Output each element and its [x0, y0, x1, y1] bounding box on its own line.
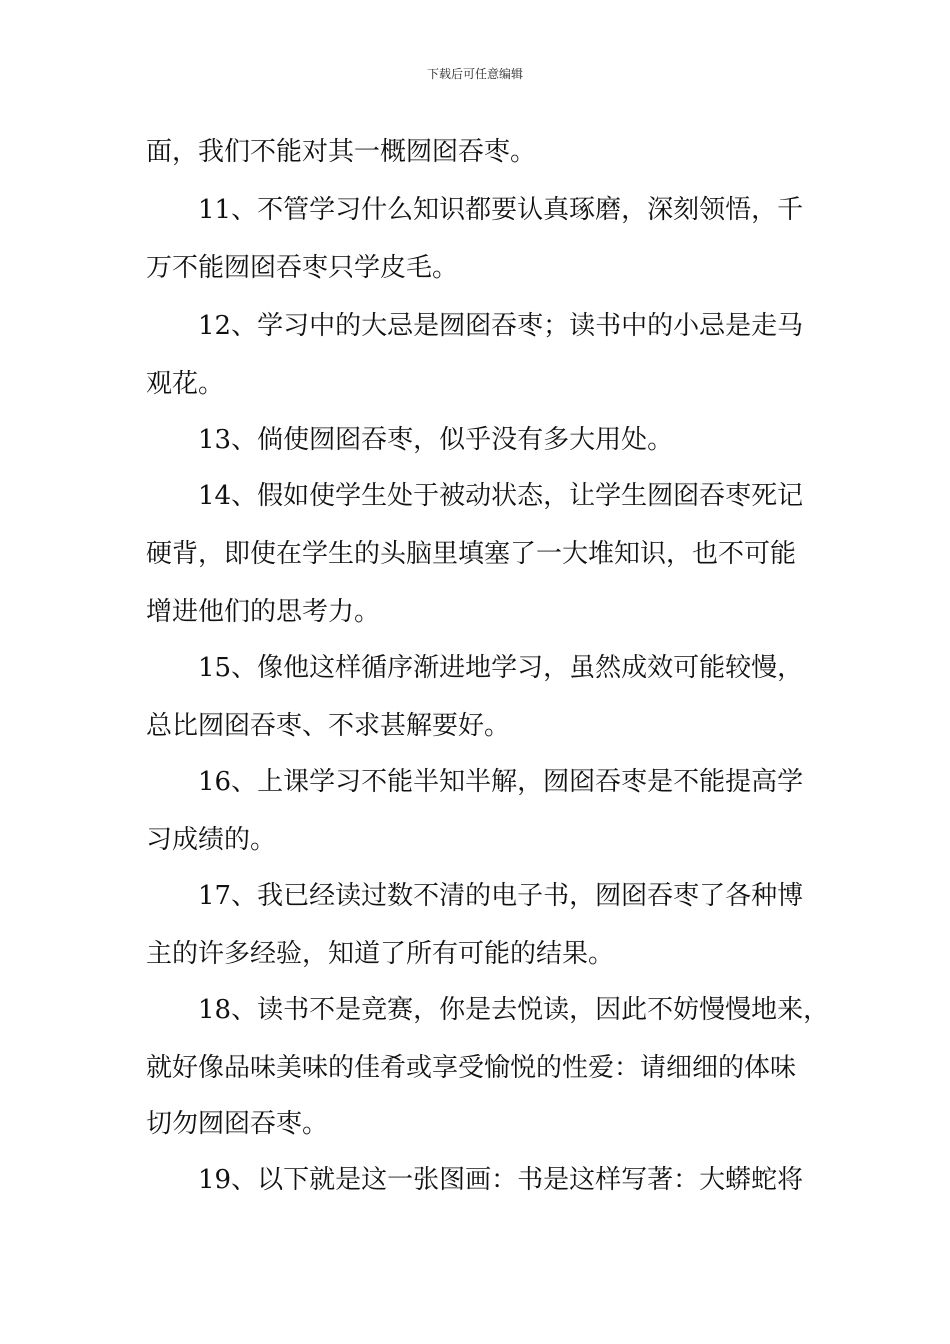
paragraph-line: 总比囫囵吞枣、不求甚解要好。	[146, 711, 511, 741]
paragraph-line: 11、不管学习什么知识都要认真琢磨，深刻领悟，千	[198, 195, 804, 225]
paragraph-line: 18、读书不是竞赛，你是去悦读，因此不妨慢慢地来，	[198, 995, 830, 1025]
paragraph-line: 习成绩的。	[146, 825, 277, 855]
paragraph-line: 主的许多经验，知道了所有可能的结果。	[146, 939, 615, 969]
paragraph-line: 19、以下就是这一张图画：书是这样写著：大蟒蛇将	[198, 1165, 804, 1195]
paragraph-line: 就好像品味美味的佳肴或享受愉悦的性爱：请细细的体味	[146, 1053, 797, 1083]
paragraph-line: 面，我们不能对其一概囫囵吞枣。	[146, 137, 537, 167]
paragraph-line: 切勿囫囵吞枣。	[146, 1109, 329, 1139]
page-header: 下载后可任意编辑	[426, 67, 523, 81]
paragraph-line: 12、学习中的大忌是囫囵吞枣；读书中的小忌是走马	[198, 311, 804, 341]
paragraph-line: 15、像他这样循序渐进地学习，虽然成效可能较慢，	[198, 653, 804, 683]
paragraph-line: 16、上课学习不能半知半解，囫囵吞枣是不能提高学	[198, 767, 804, 797]
paragraph-line: 17、我已经读过数不清的电子书，囫囵吞枣了各种博	[198, 881, 804, 911]
paragraph-line: 观花。	[146, 369, 225, 399]
paragraph-line: 万不能囫囵吞枣只学皮毛。	[146, 253, 459, 283]
paragraph-line: 13、倘使囫囵吞枣，似乎没有多大用处。	[198, 425, 674, 455]
paragraph-line: 硬背，即使在学生的头脑里填塞了一大堆知识，也不可能	[146, 539, 797, 569]
paragraph-line: 14、假如使学生处于被动状态，让学生囫囵吞枣死记	[198, 481, 804, 511]
paragraph-line: 增进他们的思考力。	[146, 597, 381, 627]
